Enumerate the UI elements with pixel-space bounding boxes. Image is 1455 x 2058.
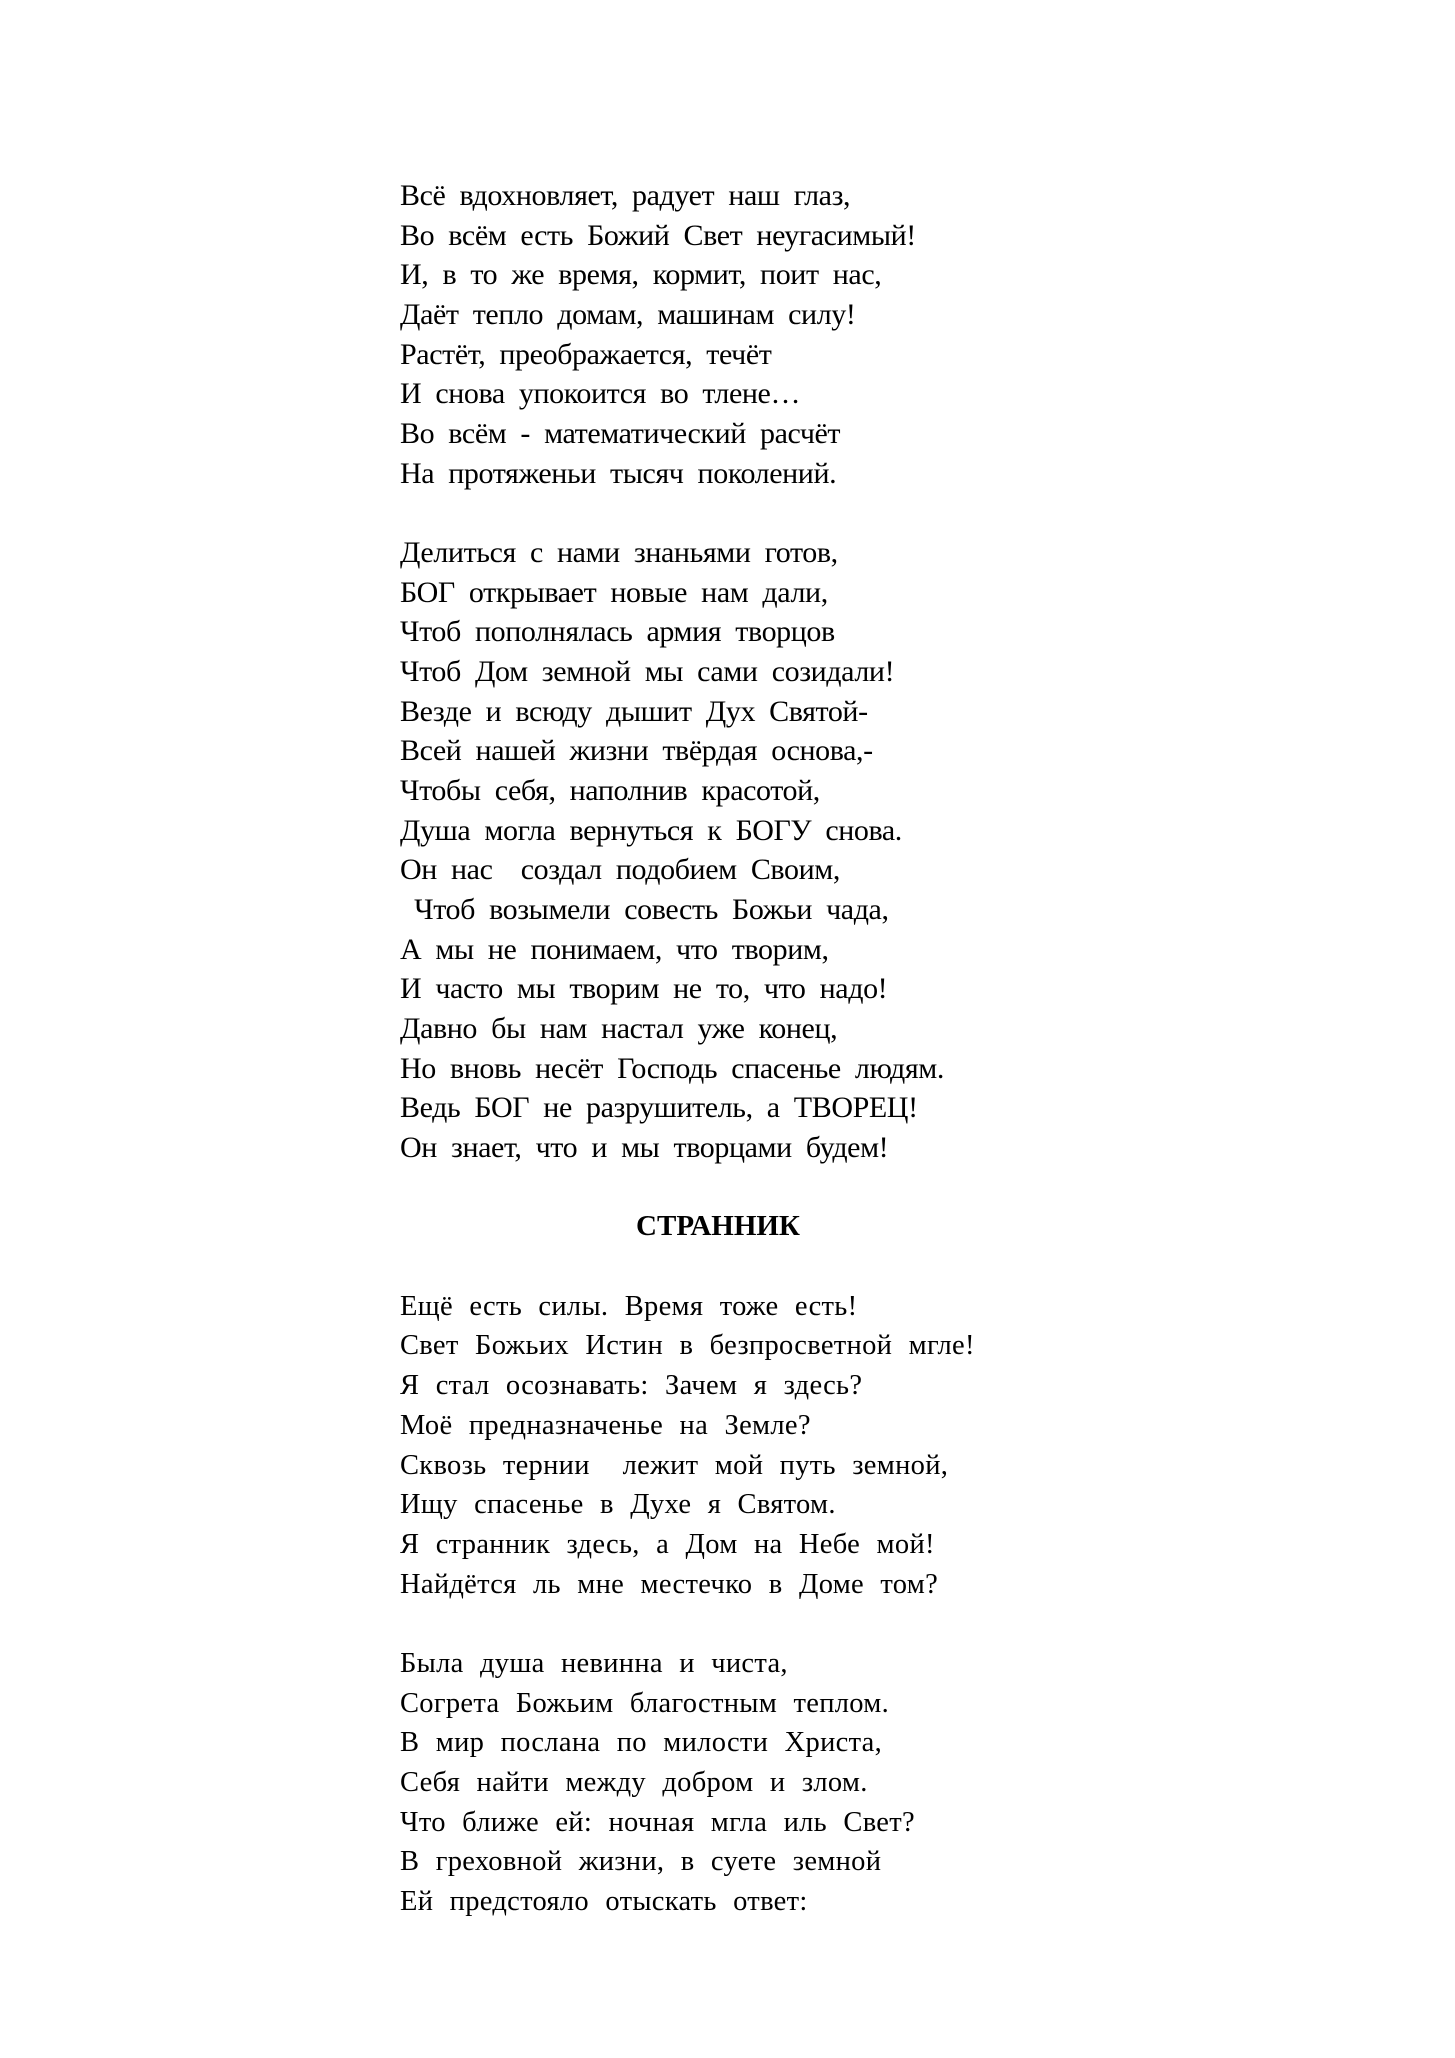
- poem-line: И часто мы творим не то, что надо!: [400, 972, 888, 1006]
- stanza-gap: [400, 1604, 1300, 1644]
- stanza-gap: [400, 493, 1300, 533]
- poem-line: Ведь БОГ не разрушитель, а ТВОРЕЦ!: [400, 1091, 918, 1125]
- poem-line: Была душа невинна и чиста,: [400, 1647, 788, 1679]
- poem-line: Сквозь тернии лежит мой путь земной,: [400, 1449, 949, 1481]
- poem-line: И, в то же время, кормит, поит нас,: [400, 258, 882, 292]
- poem-line: Всё вдохновляет, радует наш глаз,: [400, 179, 851, 212]
- poem-line: Во всём есть Божий Свет неугасимый!: [400, 218, 916, 252]
- poem-line: Душа могла вернуться к БОГУ снова.: [400, 813, 902, 847]
- poem-line: Найдётся ль мне местечко в Доме том?: [400, 1568, 939, 1600]
- poem-line: Согрета Божьим благостным теплом.: [400, 1687, 890, 1719]
- poem-line: Чтобы себя, наполнив красотой,: [400, 774, 820, 808]
- poem-line: БОГ открывает новые нам дали,: [400, 575, 828, 609]
- poem-line: Растёт, преображается, течёт: [400, 337, 772, 371]
- poem-line: Он знает, что и мы творцами будем!: [400, 1131, 889, 1165]
- poem-line: Моё предназначенье на Земле?: [400, 1409, 811, 1441]
- stanza-gap: [400, 1168, 1300, 1208]
- poem-line: Везде и всюду дышит Дух Святой-: [400, 694, 868, 728]
- poem-line: Делиться с нами знаньями готов,: [400, 536, 838, 570]
- poem-line: А мы не понимаем, что творим,: [400, 932, 829, 966]
- poem-line: И снова упокоится во тлене…: [400, 377, 801, 411]
- poem-line: Даёт тепло домам, машинам силу!: [400, 298, 856, 332]
- stanza: [400, 533, 1300, 1168]
- poem-line: Чтоб Дом земной мы сами созидали!: [400, 655, 895, 689]
- poem-line: На протяженьи тысяч поколений.: [400, 456, 837, 490]
- poem-line: Он нас создал подобием Своим,: [400, 853, 840, 887]
- stanza: [400, 1644, 1300, 1922]
- stanza: [400, 1287, 1300, 1604]
- poem-line: Ещё есть силы. Время тоже есть!: [400, 1290, 858, 1322]
- poem-title: СТРАННИК: [636, 1210, 800, 1243]
- poem-line: Всей нашей жизни твёрдая основа,-: [400, 734, 873, 768]
- poem-line: Чтоб пополнялась армия творцов: [400, 615, 835, 649]
- poem-line: Я стал осознавать: Зачем я здесь?: [400, 1370, 863, 1402]
- poem-line: Ей предстояло отыскать ответ:: [400, 1885, 808, 1917]
- poem-line: Что ближе ей: ночная мгла иль Свет?: [400, 1806, 915, 1838]
- poem-line: Свет Божьих Истин в безпросветной мгле!: [400, 1330, 975, 1362]
- stanza-gap: [400, 1247, 1300, 1287]
- stanza: [400, 176, 1300, 493]
- poem-line: В греховной жизни, в суете земной: [400, 1846, 882, 1878]
- poem-line: Ищу спасенье в Духе я Святом.: [400, 1489, 836, 1521]
- poem-text: [400, 176, 1300, 1922]
- poem-line: Но вновь несёт Господь спасенье людям.: [400, 1051, 944, 1085]
- poem-line: Я странник здесь, а Дом на Небе мой!: [400, 1528, 935, 1560]
- poem-line: Себя найти между добром и злом.: [400, 1766, 868, 1798]
- poem-line: Во всём - математический расчёт: [400, 417, 841, 451]
- poem-line: Чтоб возымели совесть Божьи чада,: [400, 893, 889, 927]
- poem-line: Давно бы нам настал уже конец,: [400, 1012, 838, 1046]
- poem-line: В мир послана по милости Христа,: [400, 1727, 883, 1759]
